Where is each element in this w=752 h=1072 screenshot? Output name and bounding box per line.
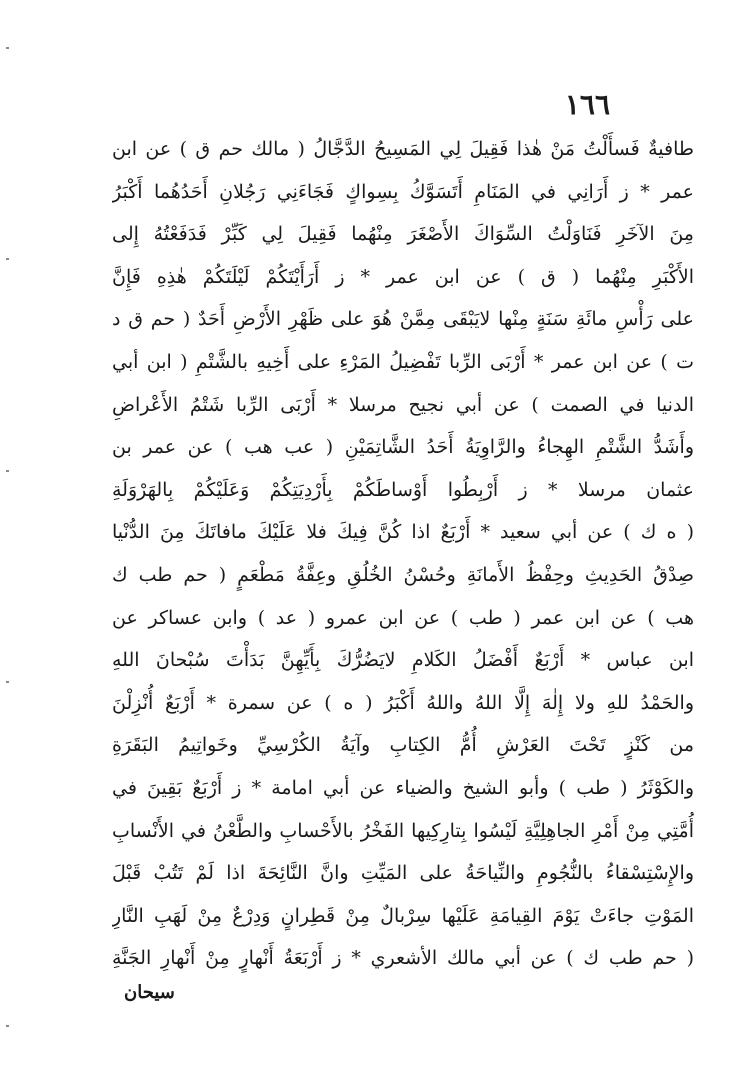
text-line: ابن عباس * أَرْبَعٌ أَفْضَلُ الكَلامِ لايَضُرُّكَ بِأَيِّهِنَّ بَدَأْتَ سُبْحانَ اللهِ bbox=[112, 649, 694, 672]
text-line: أُمَّتِي مِنْ أَمْرِ الجاهِلِيَّةِ لَيْسُوا بِتارِكِيها الفَخْرُ بالأَحْسابِ والطَّعْنُ في الأَنْسابِ bbox=[112, 819, 694, 842]
text-line: الدنيا في الصمت ) عن أبي نجيح مرسلا * أَرْبَى الرِّبا شَتْمُ الأَعْراضِ bbox=[112, 393, 694, 416]
text-line: والحَمْدُ للهِ ولا إِلٰهَ إِلَّا اللهُ واللهُ أَكْبَرُ ( ه ) عن سمرة * أَرْبَعٌ أُنْزِلْنَ bbox=[112, 691, 694, 714]
text-line: المَوْتِ جاءَتْ يَوْمَ القِيامَةِ عَلَيْها سِرْبالٌ مِنْ قَطِرانٍ وَدِرْعٌ مِنْ لَهَبِ النَّارِ bbox=[112, 904, 694, 927]
text-line: صِدْقُ الحَدِيثِ وحِفْظُ الأَمانَةِ وحُسْنُ الخُلُقِ وعِفَّةُ مَطْعَمٍ ( حم طب ك bbox=[112, 563, 694, 586]
page-number: ١٦٦ bbox=[564, 88, 610, 121]
scan-edge-mark bbox=[6, 1025, 9, 1027]
text-line: والإِسْتِسْقاءُ بالنُّجُومِ والنِّياحَةُ على المَيِّتِ وانَّ النَّائِحَةَ اذا لَمْ تَتُبْ قَبْلَ bbox=[112, 862, 694, 885]
scan-edge-mark bbox=[6, 258, 9, 260]
text-line: وأَشَدُّ الشَّتْمِ الهِجاءُ والرَّاوِيَةُ أَحَدُ الشَّاتِمَيْنِ ( عب هب ) عن عمر بن bbox=[112, 436, 694, 459]
text-line: والكَوْثَرُ ( طب ) وأبو الشيخ والضياء عن أبي امامة * ز أَرْبَعٌ بَقِينَ في bbox=[112, 776, 694, 799]
text-line: مِنَ الآخَرِ فَنَاوَلْتُ السِّوَاكَ الأَصْغَرَ مِنْهُما فَقِيلَ لِي كَبِّرْ فَدَفَعْتُهُ إِلى bbox=[112, 223, 694, 246]
scan-edge-mark bbox=[6, 47, 9, 49]
text-line: الأَكْبَرِ مِنْهُما ( ق ) عن ابن عمر * ز أَرَأَيْتَكُمْ لَيْلَتَكُمْ هٰذِهِ فَإِنَّ bbox=[112, 265, 694, 288]
text-line: على رَأْسِ مائَةِ سَنَةٍ مِنْها لايَبْقَى مِمَّنْ هُوَ على ظَهْرِ الأَرْضِ أَحَدٌ ( حم ق د bbox=[112, 308, 694, 331]
text-line: ت ) عن ابن عمر * أَرْبَى الرِّبا تَفْضِيلُ المَرْءِ على أَخِيهِ بالشَّتْمِ ( ابن أبي bbox=[112, 350, 694, 373]
body-text bbox=[112, 128, 694, 980]
text-line: عثمان مرسلا * ز أَرْبِطُوا أَوْساطَكُمْ بِأَرْدِيَتِكُمْ وَعَلَيْكُمْ بِالهَرْوَلَةِ bbox=[112, 478, 694, 501]
text-line: طافيةٌ فَسأَلْتُ مَنْ هٰذا فَقِيلَ لِي المَسِيحُ الدَّجَّالُ ( مالك حم ق ) عن ابن bbox=[112, 138, 694, 160]
text-line: ( حم طب ك ) عن أبي مالك الأشعري * ز أَرْبَعَةُ أَنْهارٍ مِنْ أَنْهارِ الجَنَّةِ bbox=[112, 947, 694, 970]
text-line: ( ه ك ) عن أبي سعيد * أَرْبَعٌ اذا كُنَّ فِيكَ فلا عَلَيْكَ مافاتَكَ مِنَ الدُّنْيا bbox=[112, 521, 694, 544]
scan-edge-mark bbox=[6, 470, 9, 472]
scan-edge-mark bbox=[6, 681, 9, 683]
text-line: عمر * ز أَرَانِي في المَنَامِ أَتَسَوَّكُ بِسِواكٍ فَجَاءَنِي رَجُلانِ أَحَدُهُما أَكْبَرُ bbox=[112, 180, 694, 203]
text-line: من كَنْزٍ تَحْتَ العَرْشِ أُمُّ الكِتابِ وآيَةُ الكُرْسِيِّ وخَواتِيمُ البَقَرَةِ bbox=[112, 734, 694, 757]
catchword: سيحان bbox=[124, 982, 175, 1003]
text-line: هب ) عن ابن عمر ( طب ) عن ابن عمرو ( عد ) وابن عساكر عن bbox=[112, 606, 694, 629]
